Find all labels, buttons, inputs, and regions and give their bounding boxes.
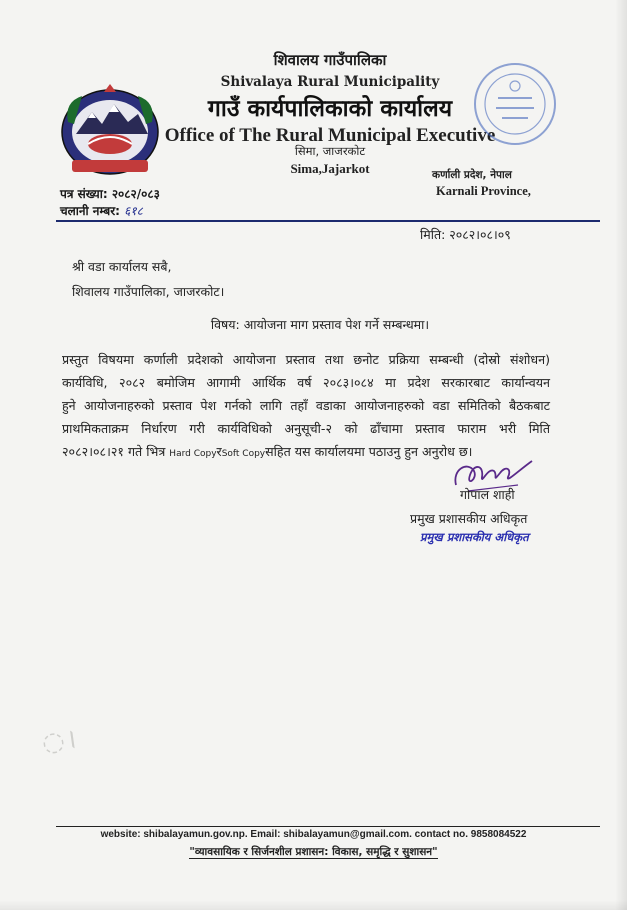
municipality-name-english: Shivalaya Rural Municipality [220, 74, 440, 90]
footer-slogan-text: "व्यावसायिक र सिर्जनशील प्रशासन: विकास, समृद्धि र सुशासन" [189, 846, 438, 858]
footer-slogan [0, 845, 627, 859]
dispatch-number [60, 202, 143, 219]
province-nepali: कर्णाली प्रदेश, नेपाल [432, 169, 512, 181]
address-english: Sima,Jajarkot [290, 161, 370, 176]
deadline-text: २०८२।०८।२१ गते भित्र [62, 444, 166, 459]
and-text: र [216, 444, 222, 459]
office-name-english: Office of The Rural Municipal Executive [164, 125, 496, 146]
letter-number-value: २०८२/०८३ [111, 187, 160, 201]
body-line-1: प्रस्तुत विषयमा कर्णाली प्रदेशको आयोजना प्रस्ताव तथा छनोट प्रक्रिया सम्बन्धी (दोस्रो संशोधन) [62, 352, 550, 367]
footer-divider [56, 826, 600, 827]
footer-contact: website: shibalayamun.gov.np. Email: shibalayamun@gmail.com. contact no. 9858084522 [100, 829, 527, 840]
page-bottom-shadow [0, 900, 627, 910]
letter-subject: विषय: आयोजना माग प्रस्ताव पेश गर्ने सम्बन्धमा। [210, 317, 430, 332]
office-name-nepali: गाउँ कार्यपालिकाको कार्यालय [207, 96, 453, 122]
addressee-line-2: शिवालय गाउँपालिका, जाजरकोट। [72, 284, 225, 299]
office-stamp-icon [470, 58, 560, 150]
addressee-line-1: श्री वडा कार्यालय सबै, [72, 259, 172, 274]
soft-copy-text: Soft Copy [221, 449, 266, 459]
body-line-3: हुने आयोजनाहरुको प्रस्ताव पेश गर्नको लागि तहाँ वडाका आयोजनाहरुको वडा समितिको बैठकबाट [62, 398, 550, 413]
signatory-name: गोपाल शाही [460, 487, 515, 502]
bleed-through-mark: ◌꠰ [40, 723, 83, 759]
designation-stamp: प्रमुख प्रशासकीय अधिकृत [420, 530, 529, 544]
dispatch-number-value: ६१८ [124, 204, 143, 218]
body-line-2: कार्यविधि, २०८२ बमोजिम आगामी आर्थिक वर्ष २०८३।०८४ मा प्रदेश सरकारबाट कार्यान्वयन [62, 375, 550, 390]
request-text: सहित यस कार्यालयमा पठाउनु हुन अनुरोध छ। [265, 444, 473, 459]
letter-number [60, 185, 160, 202]
dispatch-number-label: चलानी नम्बर: [60, 204, 120, 218]
province-english: Karnali Province, [436, 184, 531, 198]
body-line-4: प्राथमिकताक्रम निर्धारण गरी कार्यविधिको अनुसूची-२ को ढाँचामा प्रस्ताव फाराम भरी मिति [62, 421, 550, 436]
municipality-emblem-icon [58, 82, 162, 178]
address-nepali: सिमा, जाजरकोट [294, 144, 366, 158]
letter-number-label: पत्र संख्या: [60, 187, 108, 201]
hard-copy-text: Hard Copy [169, 449, 217, 459]
signatory-title: प्रमुख प्रशासकीय अधिकृत [410, 511, 528, 526]
letter-date: मिति: २०८२।०८।०९ [420, 227, 511, 242]
page-edge-shadow [615, 0, 627, 910]
municipality-name-nepali: शिवालय गाउँपालिका [273, 51, 387, 69]
header-divider [56, 220, 600, 222]
